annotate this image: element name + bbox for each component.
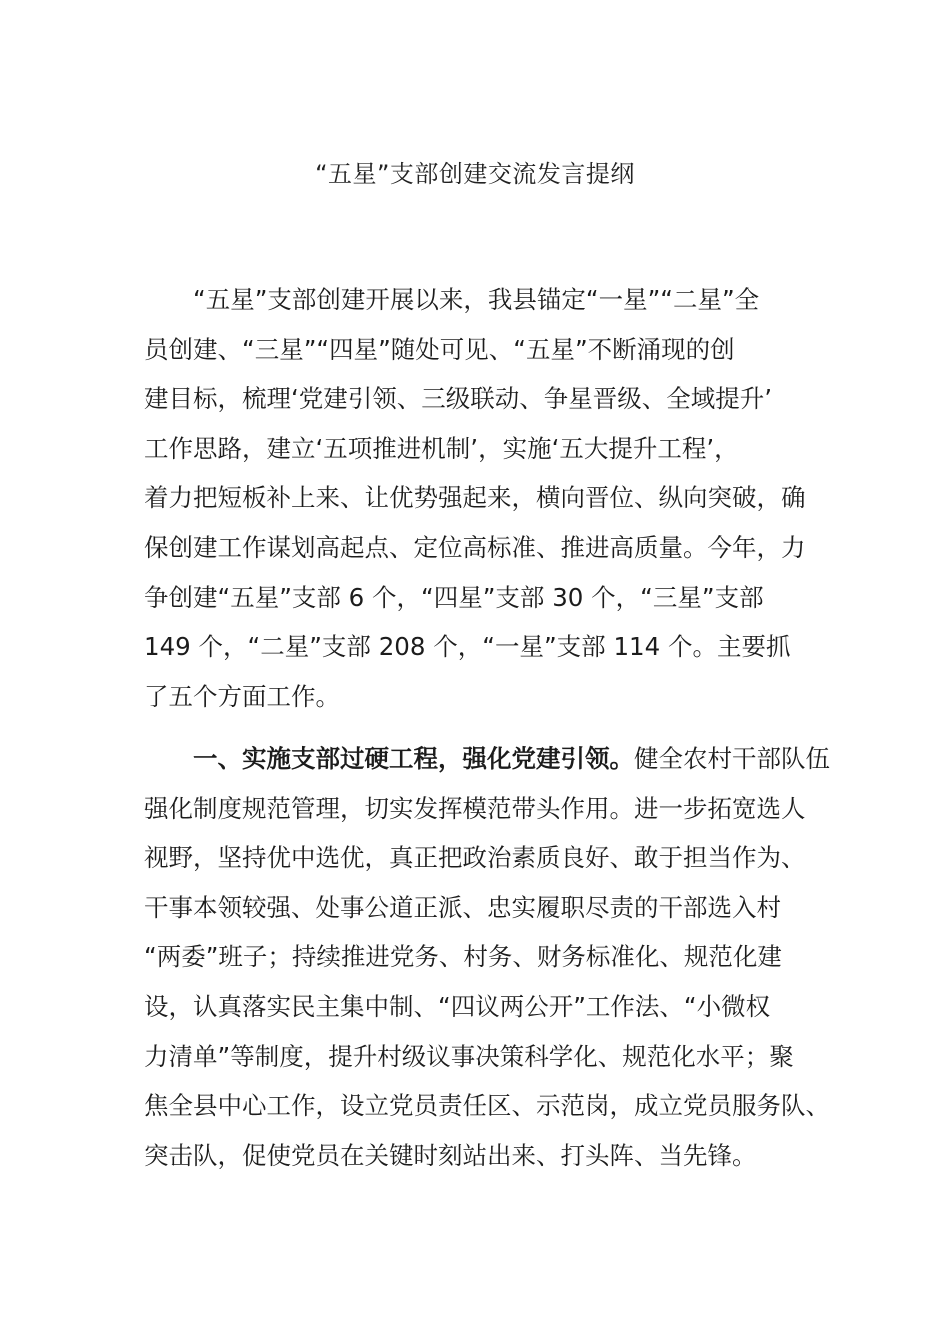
paragraph-line: “两委”班子；持续推进党务、村务、财务标准化、规范化建 bbox=[144, 942, 782, 972]
paragraph-line: 建目标，梳理‘党建引领、三级联动、争星晋级、全域提升’ bbox=[144, 384, 773, 414]
document-title: “五星”支部创建交流发言提纲 bbox=[315, 160, 635, 188]
paragraph-line: 工作思路，建立‘五项推进机制’，实施‘五大提升工程’， bbox=[144, 433, 739, 463]
section-1-heading: 一、实施支部过硬工程，强化党建引领。 bbox=[193, 744, 634, 773]
paragraph-line: 设，认真落实民主集中制、“四议两公开”工作法、“小微权 bbox=[144, 991, 771, 1021]
paragraph-line: 争创建“五星”支部 6 个，“四星”支部 30 个，“三星”支部 bbox=[144, 582, 764, 612]
paragraph-line: 了五个方面工作。 bbox=[144, 681, 340, 711]
paragraph-line: 强化制度规范管理，切实发挥模范带头作用。进一步拓宽选人 bbox=[144, 793, 806, 823]
paragraph-line: 干事本领较强、处事公道正派、忠实履职尽责的干部选入村 bbox=[144, 892, 781, 922]
paragraph-line: 保创建工作谋划高起点、定位高标准、推进高质量。今年，力 bbox=[144, 532, 806, 562]
paragraph-line: 焦全县中心工作，设立党员责任区、示范岗，成立党员服务队、 bbox=[144, 1091, 830, 1121]
paragraph-line: 力清单”等制度，提升村级议事决策科学化、规范化水平；聚 bbox=[144, 1041, 794, 1071]
paragraph-line: 突击队，促使党员在关键时刻站出来、打头阵、当先锋。 bbox=[144, 1140, 757, 1170]
intro-paragraph bbox=[144, 275, 806, 721]
section-1-first-line bbox=[144, 734, 830, 784]
section-1-paragraph bbox=[144, 734, 830, 1180]
paragraph-line: 视野，坚持优中选优，真正把政治素质良好、敢于担当作为、 bbox=[144, 843, 806, 873]
paragraph-line: 员创建、“三星”“四星”随处可见、“五星”不断涌现的创 bbox=[144, 334, 735, 364]
section-1-first-line-text: 健全农村干部队伍 bbox=[634, 744, 830, 773]
paragraph-line: “五星”支部创建开展以来，我县锚定“一星”“二星”全 bbox=[193, 285, 760, 314]
paragraph-line: 着力把短板补上来、让优势强起来，横向晋位、纵向突破，确 bbox=[144, 483, 806, 513]
paragraph-line: 149 个，“二星”支部 208 个，“一星”支部 114 个。主要抓 bbox=[144, 632, 791, 662]
